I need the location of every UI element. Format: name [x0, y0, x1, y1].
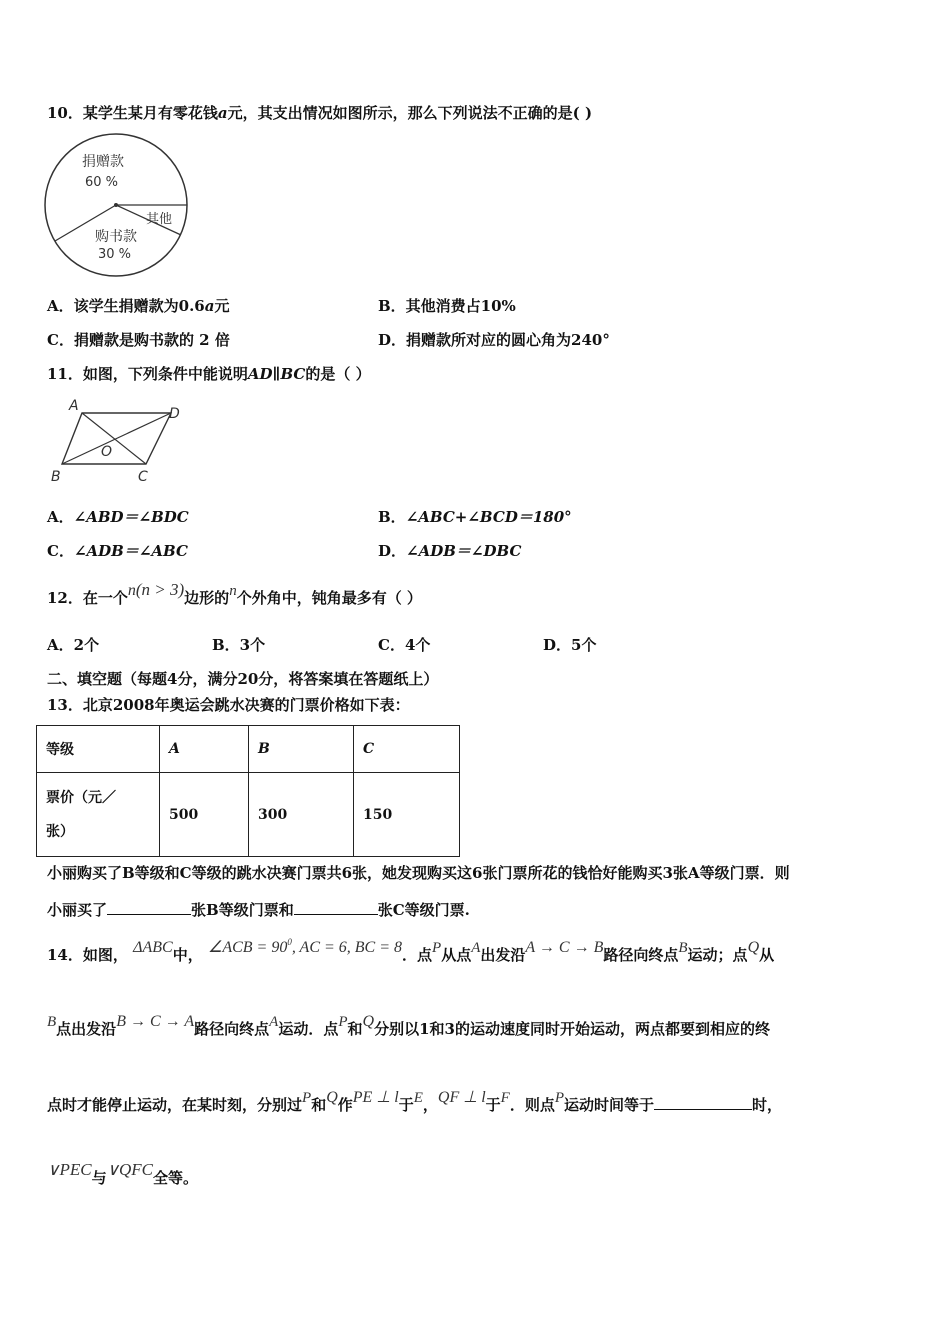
q13-text-1: 小丽购买了B等级和C等级的跳水决赛门票共6张，她发现购买这6张门票所花的钱恰好能购买3张A等级门票．则	[47, 864, 790, 882]
q10-option-d: D．捐赠款所对应的圆心角为240°	[378, 331, 610, 349]
q10-pie-chart	[40, 132, 195, 282]
vertex-a-label: A	[69, 398, 79, 414]
q10-stem	[47, 103, 592, 123]
table-header-row	[37, 726, 460, 773]
ticket-price-table	[36, 725, 460, 857]
q12-option-d: D．5个	[543, 636, 597, 654]
diagonal-ac	[82, 413, 146, 464]
answer-blank-1[interactable]	[107, 899, 191, 915]
q14-line-4: ∨PEC与∨QFC全等。	[47, 1160, 199, 1187]
q10-option-a: A．该学生捐赠款为0.6a元	[47, 297, 230, 315]
center-o-label: O	[101, 444, 113, 460]
pie-donate-pct: 60 %	[85, 175, 119, 190]
pie-other-label: 其他	[146, 212, 173, 227]
table-cell: 300	[249, 773, 354, 857]
vertex-d-label: D	[169, 406, 180, 422]
q14-line-3: 点时才能停止运动，在某时刻，分别过P和Q作PE ⊥ l于E，QF ⊥ l于F．则点P运动时间等于 时，	[47, 1089, 783, 1114]
answer-blank-3[interactable]	[654, 1094, 752, 1110]
q10-stem-a: 10．某学生某月有零花钱	[47, 104, 218, 122]
q12-option-a: A．2个	[47, 636, 100, 654]
q13-stem: 13．北京2008年奥运会跳水决赛的门票价格如下表：	[47, 696, 410, 714]
pie-donate-label: 捐赠款	[82, 154, 124, 170]
pie-book-label: 购书款	[95, 229, 137, 245]
table-header-cell: C	[354, 726, 460, 773]
q11-parallelogram-figure	[45, 396, 195, 488]
answer-blank-2[interactable]	[294, 899, 378, 915]
vertex-b-label: B	[51, 469, 61, 485]
q10-option-b: B．其他消费占10%	[378, 297, 516, 315]
pie-book-pct: 30 %	[98, 247, 132, 262]
q14-line-1: 14．如图， ΔABC中， ∠ACB = $90^0$, AC = 6, BC = 8．点P从点A出发沿A → C → B路径向终点B运动；点Q从	[47, 937, 775, 964]
pie-center	[114, 203, 118, 207]
q10-stem-b: 元，其支出情况如图所示，那么下列说法不正确的是( )	[227, 104, 593, 122]
q12-stem: 12．在一个n(n > 3)边形的n个外角中，钝角最多有（ ）	[47, 580, 422, 607]
q11-option-a: A．∠ABD＝∠BDC	[47, 508, 189, 526]
q11-stem-math: AD∥BC	[247, 365, 306, 383]
q10-var-a: a	[217, 104, 228, 122]
q11-option-d: D．∠ADB＝∠DBC	[378, 542, 522, 560]
q12-option-c: C．4个	[378, 636, 431, 654]
q14-line-2: B点出发沿B → C → A路径向终点A运动．点P和Q分别以1和3的运动速度同时开始运动，两点都要到相应的终	[47, 1013, 770, 1038]
table-row-label: 票价（元／ 张）	[37, 773, 160, 857]
q10-option-c: C．捐赠款是购书款的 2 倍	[47, 331, 230, 349]
q11-option-b: B．∠ABC+∠BCD＝180°	[378, 508, 572, 526]
table-cell: 500	[160, 773, 249, 857]
q13-text-2: 小丽买了 张B等级门票和 张C等级门票.	[47, 901, 470, 919]
vertex-c-label: C	[138, 469, 148, 485]
table-row	[37, 773, 460, 857]
table-cell: 150	[354, 773, 460, 857]
table-header-cell: A	[160, 726, 249, 773]
q12-option-b: B．3个	[212, 636, 266, 654]
section-2-heading: 二、填空题（每题4分，满分20分，将答案填在答题纸上）	[47, 670, 439, 688]
q11-option-c: C．∠ADB＝∠ABC	[47, 542, 188, 560]
table-header-cell: 等级	[37, 726, 160, 773]
table-header-cell: B	[249, 726, 354, 773]
q11-stem: 11．如图，下列条件中能说明AD∥BC的是（ ）	[47, 365, 371, 383]
